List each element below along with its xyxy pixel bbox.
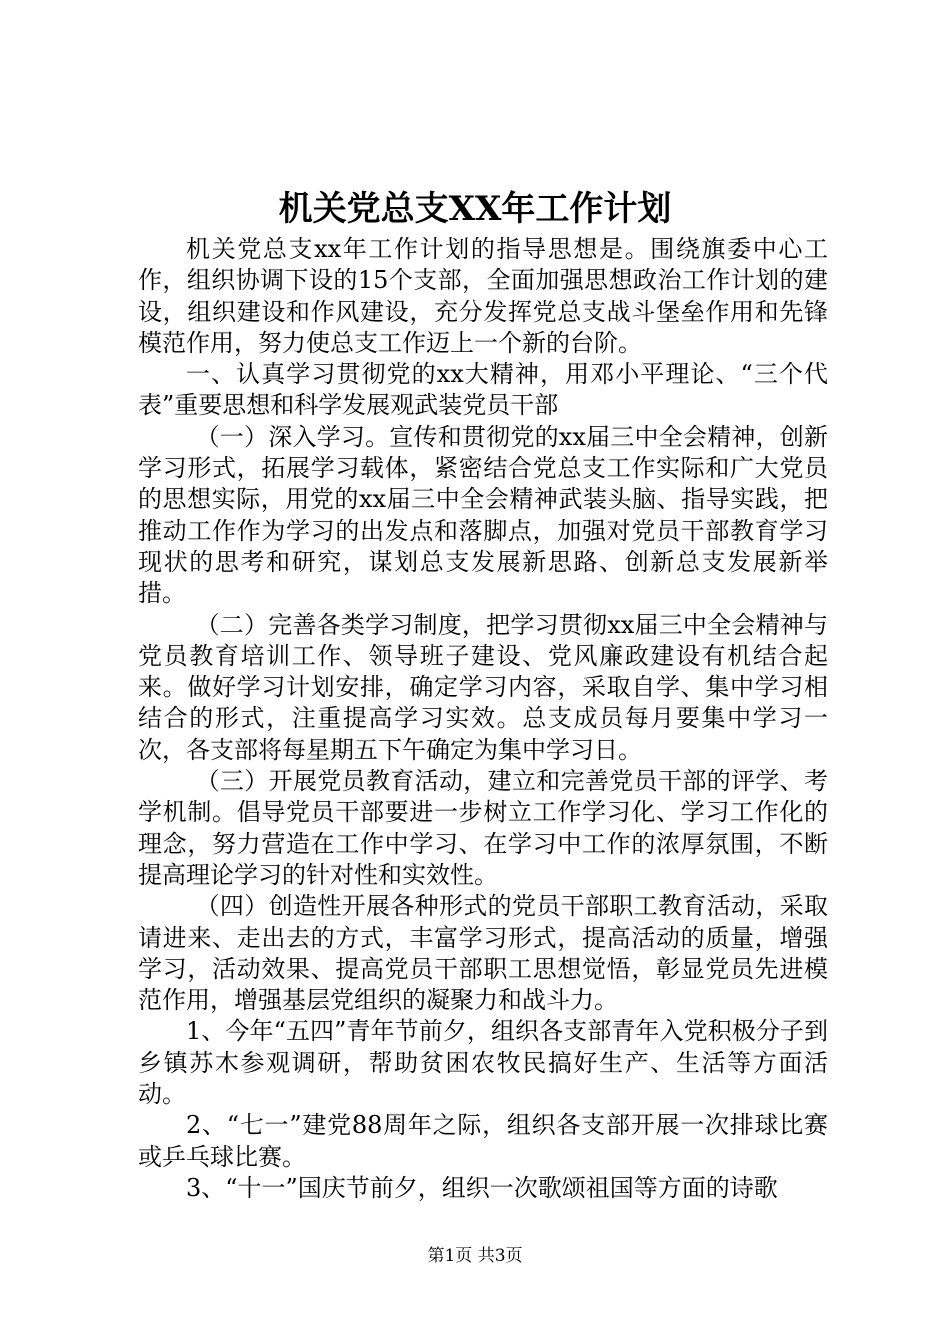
paragraph-item-2: （二）完善各类学习制度，把学习贯彻xx届三中全会精神与党员教育培训工作、领导班子建设、党风廉政建设有机结合起来。做好学习计划安排，确定学习内容，采取自学、集中学习相结合的形式，注重提高学习实效。总支成员每月要集中学习一次，各支部将每星期五下午确定为集中学习日。 [138, 610, 828, 764]
paragraph-item-4: （四）创造性开展各种形式的党员干部职工教育活动，采取请进来、走出去的方式，丰富学习形式，提高活动的质量，增强学习，活动效果、提高党员干部职工思想觉悟，彰显党员先进模范作用，增强基层党组织的凝聚力和战斗力。 [138, 892, 828, 1015]
document-title: 机关党总支XX年工作计划 [278, 189, 672, 229]
paragraph-activity-1: 1、今年“五四”青年节前夕，组织各支部青年入党积极分子到乡镇苏木参观调研，帮助贫困农牧民搞好生产、生活等方面活动。 [138, 1017, 828, 1109]
paragraph-section-1-heading: 一、认真学习贯彻党的xx大精神，用邓小平理论、“三个代表”重要思想和科学发展观武装党员干部 [138, 360, 828, 420]
paragraph-activity-3: 3、“十一”国庆节前夕，组织一次歌颂祖国等方面的诗歌 [186, 1173, 778, 1202]
page-number-footer: 第1页 共3页 [427, 1246, 523, 1266]
document-body [138, 234, 828, 1204]
paragraph-activity-2: 2、“七一”建党88周年之际，组织各支部开展一次排球比赛或乒乓球比赛。 [138, 1111, 828, 1171]
paragraph-item-3: （三）开展党员教育活动，建立和完善党员干部的评学、考学机制。倡导党员干部要进一步树立工作学习化、学习工作化的理念，努力营造在工作中学习、在学习中工作的浓厚氛围，不断提高理论学习的针对性和实效性。 [138, 767, 828, 889]
paragraph-item-1: （一）深入学习。宣传和贯彻党的xx届三中全会精神，创新学习形式，拓展学习载体，紧密结合党总支工作实际和广大党员的思想实际，用党的xx届三中全会精神武装头脑、指导实践，把推动工作作为学习的出发点和落脚点，加强对党员干部教育学习现状的思考和研究，谋划总支发展新思路、创新总支发展新举措。 [138, 422, 828, 608]
paragraph-guiding-idea: 机关党总支xx年工作计划的指导思想是。围绕旗委中心工作，组织协调下设的15个支部，全面加强思想政治工作计划的建设，组织建设和作风建设，充分发挥党总支战斗堡垒作用和先锋模范作用，努力使总支工作迈上一个新的台阶。 [138, 235, 828, 357]
